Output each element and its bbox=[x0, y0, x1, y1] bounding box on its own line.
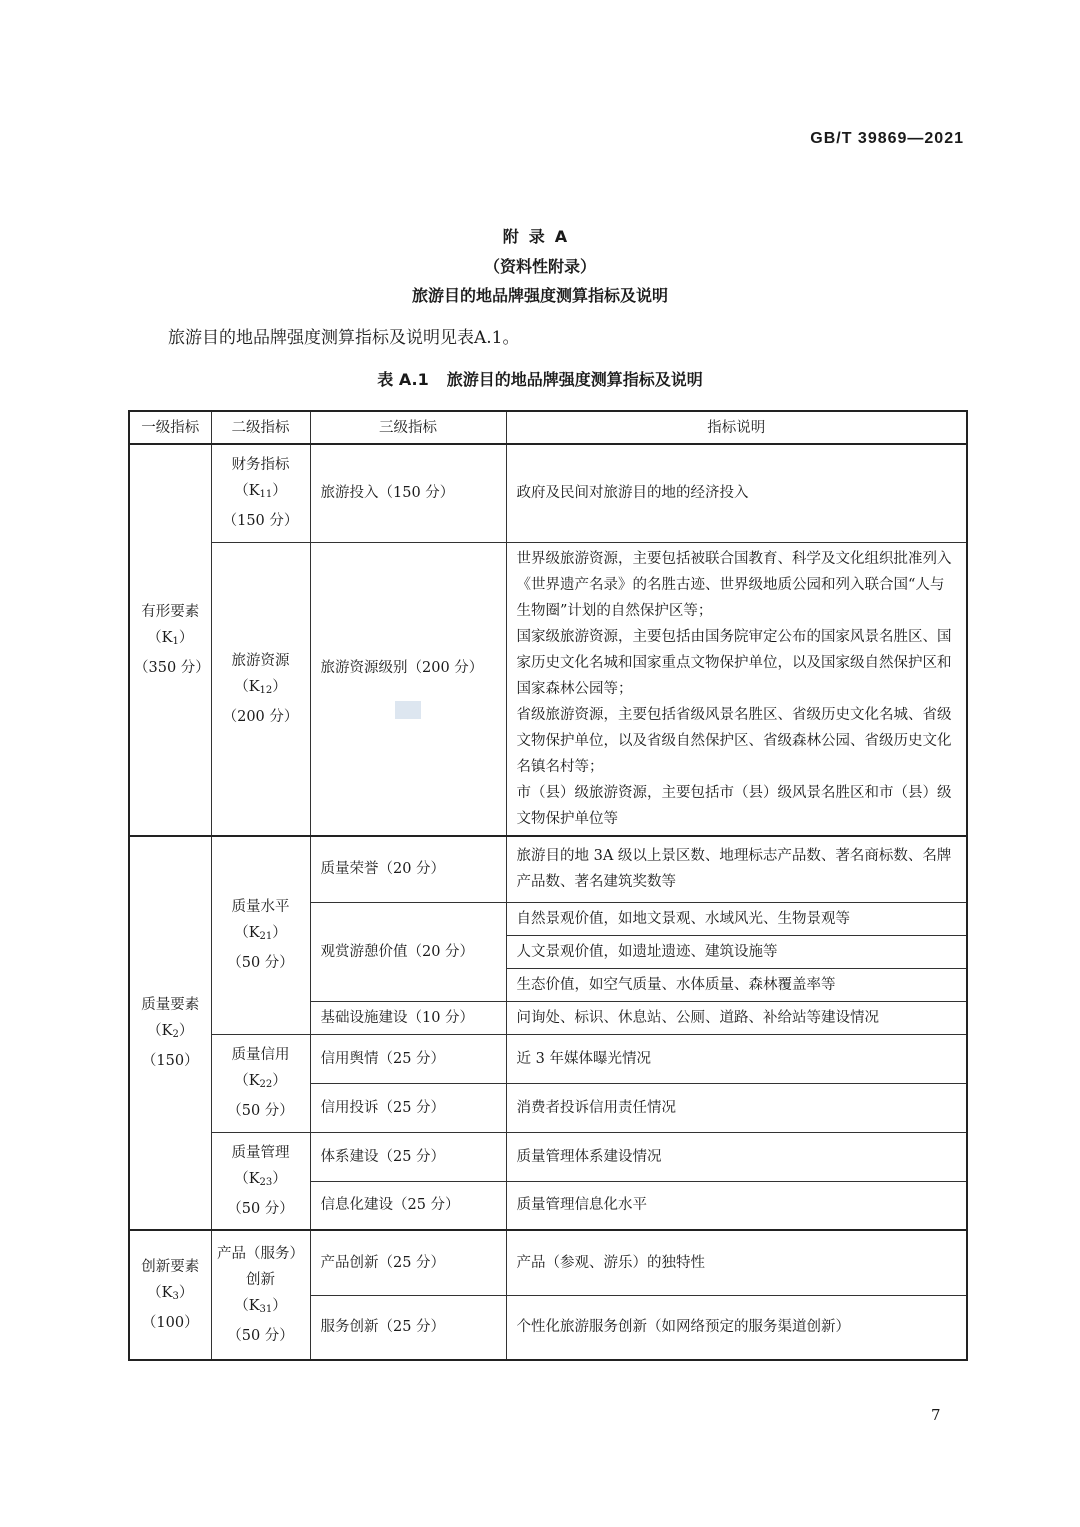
level2-resource: 旅游资源 $(K_{12})$ （200 分） bbox=[211, 542, 310, 836]
desc-opinion: 近 3 年媒体曝光情况 bbox=[506, 1034, 967, 1083]
level3-system: 体系建设（25 分） bbox=[310, 1132, 506, 1181]
appendix-title: 附录A bbox=[502, 227, 578, 246]
desc-it: 质量管理信息化水平 bbox=[506, 1181, 967, 1230]
watermark-icon bbox=[395, 701, 421, 719]
level3-it: 信息化建设（25 分） bbox=[310, 1181, 506, 1230]
header-level2: 二级指标 bbox=[211, 411, 310, 444]
header-description: 指标说明 bbox=[506, 411, 967, 444]
table-row bbox=[129, 542, 967, 836]
level2-quality-credit: 质量信用 $(K_{22})$ （50 分） bbox=[211, 1034, 310, 1132]
header-level3: 三级指标 bbox=[310, 411, 506, 444]
desc-viewing-natural: 自然景观价值，如地文景观、水域风光、生物景观等 bbox=[506, 902, 967, 935]
desc-service: 个性化旅游服务创新（如网络预定的服务渠道创新） bbox=[506, 1295, 967, 1360]
level3-investment: 旅游投入（150 分） bbox=[310, 444, 506, 542]
table-caption bbox=[0, 367, 1080, 390]
level3-honor: 质量荣誉（20 分） bbox=[310, 836, 506, 902]
desc-honor: 旅游目的地 3A 级以上景区数、地理标志产品数、著名商标数、名牌产品数、著名建筑奖数等 bbox=[506, 836, 967, 902]
desc-investment: 政府及民间对旅游目的地的经济投入 bbox=[506, 444, 967, 542]
level3-product-innovation: 产品创新（25 分） bbox=[310, 1230, 506, 1295]
appendix-subtitle: 旅游目的地品牌强度测算指标及说明 bbox=[411, 286, 668, 305]
level2-quality-level: 质量水平 $(K_{21})$ （50 分） bbox=[211, 836, 310, 1034]
level2-quality-management: 质量管理 $(K_{23})$ （50 分） bbox=[211, 1132, 310, 1230]
level3-complaint: 信用投诉（25 分） bbox=[310, 1083, 506, 1132]
indicator-table bbox=[128, 410, 968, 1361]
appendix-type: （资料性附录） bbox=[483, 257, 596, 276]
level3-opinion: 信用舆情（25 分） bbox=[310, 1034, 506, 1083]
desc-infrastructure: 问询处、标识、休息站、公厕、道路、补给站等建设情况 bbox=[506, 1001, 967, 1034]
level1-innovation: 创新要素 $(K_3)$ （100） bbox=[129, 1230, 211, 1360]
desc-system: 质量管理体系建设情况 bbox=[506, 1132, 967, 1181]
level1-quality: 质量要素 $(K_2)$ （150） bbox=[129, 836, 211, 1230]
desc-viewing-cultural: 人文景观价值，如遗址遗迹、建筑设施等 bbox=[506, 935, 967, 968]
desc-product: 产品（参观、游乐）的独特性 bbox=[506, 1230, 967, 1295]
level3-viewing: 观赏游憩价值（20 分） bbox=[310, 902, 506, 1001]
table-row bbox=[129, 444, 967, 542]
caption-text: 旅游目的地品牌强度测算指标及说明 bbox=[446, 370, 703, 389]
table-row bbox=[129, 1230, 967, 1295]
caption-label: 表 A.1 bbox=[377, 370, 429, 389]
table-header-row bbox=[129, 411, 967, 444]
table-row bbox=[129, 1132, 967, 1181]
level3-infrastructure: 基础设施建设（10 分） bbox=[310, 1001, 506, 1034]
desc-viewing-ecological: 生态价值，如空气质量、水体质量、森林覆盖率等 bbox=[506, 968, 967, 1001]
desc-complaint: 消费者投诉信用责任情况 bbox=[506, 1083, 967, 1132]
level3-service-innovation: 服务创新（25 分） bbox=[310, 1295, 506, 1360]
header-level1: 一级指标 bbox=[129, 411, 211, 444]
standard-code: GB/T 39869—2021 bbox=[810, 130, 964, 147]
level1-tangible: 有形要素 $(K_1)$ （350 分） bbox=[129, 444, 211, 836]
intro-paragraph: 旅游目的地品牌强度测算指标及说明见表A.1。 bbox=[168, 328, 520, 348]
level2-product-service-innovation: 产品（服务） 创新 $(K_{31})$ （50 分） bbox=[211, 1230, 310, 1360]
level2-finance: 财务指标 $(K_{11})$ （150 分） bbox=[211, 444, 310, 542]
table-row bbox=[129, 1034, 967, 1083]
table-row bbox=[129, 836, 967, 902]
level3-resource-grade: 旅游资源级别（200 分） bbox=[310, 542, 506, 836]
page-number: 7 bbox=[931, 1406, 941, 1424]
desc-resource: 世界级旅游资源，主要包括被联合国教育、科学及文化组织批准列入《世界遗产名录》的名胜古迹、世界级地质公园和列入联合国“人与生物圈”计划的自然保护区等； 国家级旅游资源，主要包括由国务院审定公布的国家风景名胜区、国家历史文化名城和国家重点文物保护单位，以及国家级自然保护区和国家森林公园等； 省级旅游资源，主要包括省级风景名胜区、省级历史文化名城、省级文物保护单位，以及省级自然保护区、省级森林公园、省级历史文化名镇名村等； 市（县）级旅游资源，主要包括市（县）级风景名胜区和市（县）级文物保护单位等 bbox=[506, 542, 967, 836]
